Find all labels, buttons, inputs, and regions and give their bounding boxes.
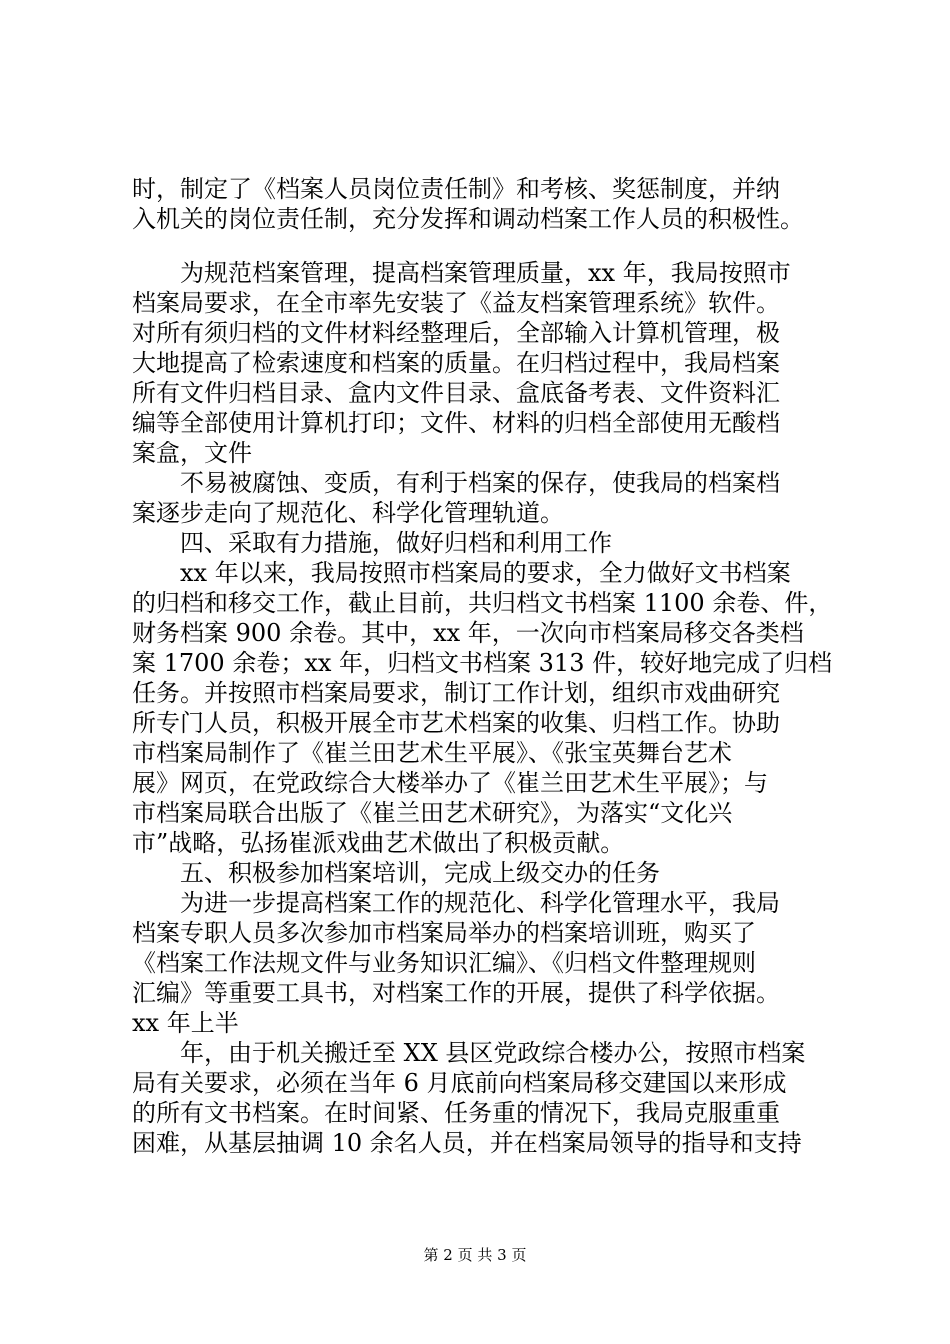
text-line: 市档案局制作了《崔兰田艺术生平展》、《张宝英舞台艺术 [132,739,732,767]
section-heading: 四、采取有力措施，做好归档和利用工作 [180,529,612,557]
text-line: 的归档和移交工作，截止目前，共归档文书档案 1100 余卷、件， [132,589,833,617]
text-line: 档案专职人员多次参加市档案局举办的档案培训班，购买了 [132,919,756,947]
section-heading: 五、积极参加档案培训，完成上级交办的任务 [180,859,660,887]
text-line: 案 1700 余卷；xx 年，归档文书档案 313 件，较好地完成了归档 [132,649,833,677]
text-line: 年，由于机关搬迁至 XX 县区党政综合楼办公，按照市档案 [180,1039,806,1067]
page-number-footer: 第 2 页 共 3 页 [423,1246,527,1264]
text-line: 编等全部使用计算机打印；文件、材料的归档全部使用无酸档 [132,409,780,437]
text-line: 档案局要求，在全市率先安装了《益友档案管理系统》软件。 [132,289,780,317]
document-body [132,174,844,1158]
text-line: 入机关的岗位责任制，充分发挥和调动档案工作人员的积极性。 [132,205,804,233]
text-line: xx 年上半 [132,1009,239,1037]
text-line: 《档案工作法规文件与业务知识汇编》、《归档文件整理规则 [132,949,756,977]
text-line: 的所有文书档案。在时间紧、任务重的情况下，我局克服重重 [132,1099,780,1127]
text-line: 财务档案 900 余卷。其中，xx 年，一次向市档案局移交各类档 [132,619,804,647]
text-line: 任务。并按照市档案局要求，制订工作计划，组织市戏曲研究 [132,679,780,707]
text-line: 对所有须归档的文件材料经整理后，全部输入计算机管理，极 [132,319,780,347]
text-line: 为规范档案管理，提高档案管理质量，xx 年，我局按照市 [180,259,791,287]
text-line: 案逐步走向了规范化、科学化管理轨道。 [132,499,564,527]
paragraph-gap [132,234,844,258]
text-line: 所专门人员，积极开展全市艺术档案的收集、归档工作。协助 [132,709,780,737]
text-line: 困难，从基层抽调 10 余名人员，并在档案局领导的指导和支持 [132,1129,802,1157]
text-line: 市”战略，弘扬崔派戏曲艺术做出了积极贡献。 [132,829,625,857]
text-line: 所有文件归档目录、盒内文件目录、盒底备考表、文件资料汇 [132,379,780,407]
text-line: 不易被腐蚀、变质，有利于档案的保存，使我局的档案档 [180,469,780,497]
text-line: 时，制定了《档案人员岗位责任制》和考核、奖惩制度，并纳 [132,175,780,203]
text-line: 案盒，文件 [132,439,252,467]
text-line: 为进一步提高档案工作的规范化、科学化管理水平，我局 [180,889,780,917]
text-line: 汇编》等重要工具书，对档案工作的开展，提供了科学依据。 [132,979,780,1007]
text-line: 局有关要求，必须在当年 6 月底前向档案局移交建国以来形成 [132,1069,787,1097]
text-line: 展》网页，在党政综合大楼举办了《崔兰田艺术生平展》；与 [132,769,768,797]
text-line: 大地提高了检索速度和档案的质量。在归档过程中，我局档案 [132,349,780,377]
text-line: 市档案局联合出版了《崔兰田艺术研究》，为落实“文化兴 [132,799,733,827]
text-line: xx 年以来，我局按照市档案局的要求，全力做好文书档案 [180,559,791,587]
